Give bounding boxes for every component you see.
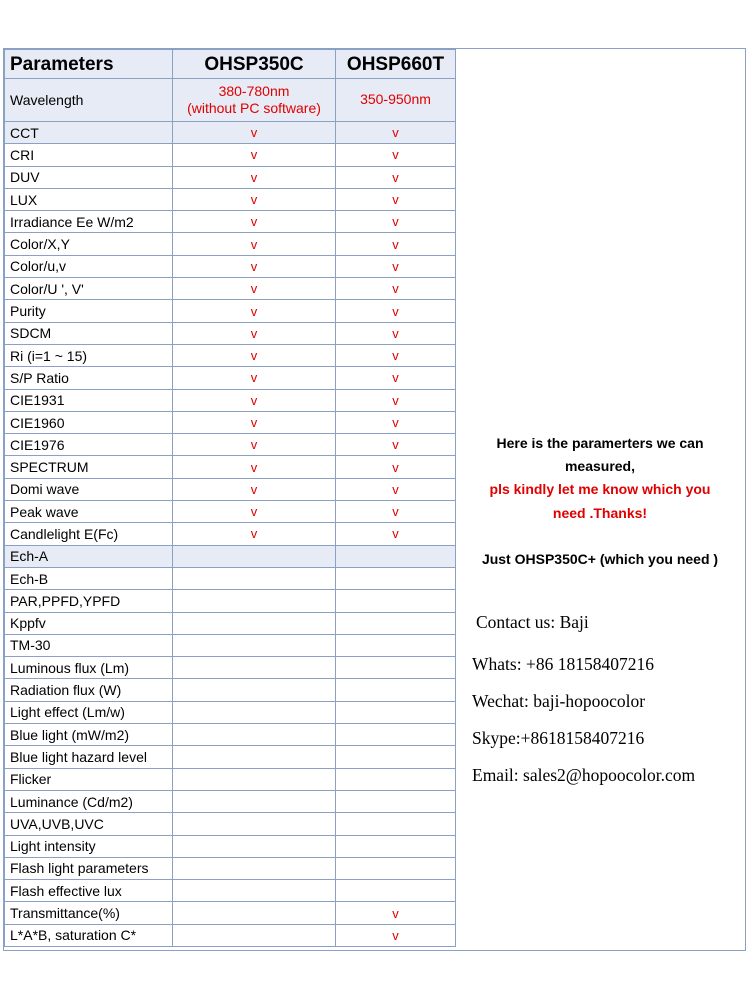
ohsp350c-check — [173, 701, 336, 723]
ohsp350c-check: v — [173, 322, 336, 344]
ohsp660t-check — [336, 545, 456, 567]
param-label: S/P Ratio — [5, 367, 173, 389]
param-label: Light intensity — [5, 835, 173, 857]
table-row — [5, 411, 456, 433]
table-row — [5, 590, 456, 612]
table-header-row — [5, 50, 456, 79]
ohsp350c-check — [173, 634, 336, 656]
table-row — [5, 344, 456, 366]
table-row — [5, 857, 456, 879]
ohsp350c-check — [173, 590, 336, 612]
ohsp660t-check: v — [336, 344, 456, 366]
ohsp660t-check: v — [336, 188, 456, 210]
ohsp660t-check: v — [336, 924, 456, 946]
param-label: CIE1960 — [5, 411, 173, 433]
ohsp350c-check: v — [173, 233, 336, 255]
param-label: SDCM — [5, 322, 173, 344]
parameter-table — [4, 49, 456, 947]
table-row — [5, 233, 456, 255]
ohsp660t-check: v — [336, 456, 456, 478]
param-label: Flash effective lux — [5, 880, 173, 902]
param-label: Color/u,v — [5, 255, 173, 277]
param-label: Kppfv — [5, 612, 173, 634]
table-row — [5, 634, 456, 656]
ohsp660t-check — [336, 612, 456, 634]
wavelength-ohsp350c-range: 380-780nm — [218, 82, 290, 99]
param-label: Candlelight E(Fc) — [5, 523, 173, 545]
ohsp350c-check — [173, 567, 336, 589]
param-label: CIE1976 — [5, 434, 173, 456]
table-row — [5, 567, 456, 589]
table-row — [5, 657, 456, 679]
ohsp350c-check: v — [173, 367, 336, 389]
param-label: UVA,UVB,UVC — [5, 813, 173, 835]
wavelength-ohsp660t: 350-950nm — [336, 79, 456, 122]
ohsp660t-check — [336, 590, 456, 612]
ohsp660t-check: v — [336, 144, 456, 166]
table-row — [5, 166, 456, 188]
table-row — [5, 434, 456, 456]
header-model-ohsp350c: OHSP350C — [173, 50, 336, 79]
ohsp350c-check: v — [173, 411, 336, 433]
ohsp660t-check: v — [336, 478, 456, 500]
table-row — [5, 768, 456, 790]
ohsp350c-check: v — [173, 122, 336, 144]
ohsp350c-check: v — [173, 456, 336, 478]
ohsp350c-check: v — [173, 389, 336, 411]
table-row — [5, 790, 456, 812]
ohsp660t-check: v — [336, 166, 456, 188]
param-label: Transmittance(%) — [5, 902, 173, 924]
param-label: Flicker — [5, 768, 173, 790]
ohsp660t-check — [336, 701, 456, 723]
table-row — [5, 612, 456, 634]
table-row — [5, 902, 456, 924]
table-row — [5, 701, 456, 723]
ohsp660t-check — [336, 679, 456, 701]
ohsp660t-check — [336, 835, 456, 857]
table-row — [5, 746, 456, 768]
ohsp350c-check — [173, 857, 336, 879]
ohsp350c-check: v — [173, 300, 336, 322]
ohsp660t-check: v — [336, 902, 456, 924]
ohsp660t-check — [336, 880, 456, 902]
table-row — [5, 724, 456, 746]
note-line-3: pls kindly let me know which you — [489, 481, 711, 497]
ohsp350c-check — [173, 545, 336, 567]
table-row — [5, 389, 456, 411]
table-row — [5, 545, 456, 567]
param-label: Ech-B — [5, 567, 173, 589]
ohsp660t-check: v — [336, 300, 456, 322]
ohsp350c-check — [173, 746, 336, 768]
param-label: Color/U ', V' — [5, 278, 173, 300]
ohsp660t-check — [336, 634, 456, 656]
header-parameters: Parameters — [5, 50, 173, 79]
ohsp350c-check: v — [173, 344, 336, 366]
ohsp660t-check — [336, 657, 456, 679]
param-label: Ri (i=1 ~ 15) — [5, 344, 173, 366]
ohsp660t-check: v — [336, 278, 456, 300]
ohsp350c-check: v — [173, 188, 336, 210]
param-label: CIE1931 — [5, 389, 173, 411]
ohsp350c-check — [173, 612, 336, 634]
ohsp660t-check — [336, 724, 456, 746]
table-row — [5, 813, 456, 835]
param-label: CRI — [5, 144, 173, 166]
wavelength-label: Wavelength — [5, 79, 173, 122]
ohsp660t-check: v — [336, 322, 456, 344]
param-label: Luminous flux (Lm) — [5, 657, 173, 679]
ohsp660t-check: v — [336, 255, 456, 277]
table-row — [5, 122, 456, 144]
table-row — [5, 456, 456, 478]
ohsp350c-check — [173, 768, 336, 790]
param-label: Luminance (Cd/m2) — [5, 790, 173, 812]
note-line-5: Just OHSP350C+ (which you need ) — [481, 551, 719, 567]
ohsp350c-check — [173, 724, 336, 746]
contact-whats: Whats: +86 18158407216 — [472, 654, 654, 674]
ohsp350c-check: v — [173, 278, 336, 300]
ohsp350c-check — [173, 790, 336, 812]
ohsp660t-check: v — [336, 523, 456, 545]
param-label: L*A*B, saturation C* — [5, 924, 173, 946]
ohsp660t-check — [336, 857, 456, 879]
param-label: Domi wave — [5, 478, 173, 500]
param-label: Radiation flux (W) — [5, 679, 173, 701]
ohsp350c-check — [173, 679, 336, 701]
ohsp660t-check — [336, 790, 456, 812]
table-row — [5, 211, 456, 233]
ohsp350c-check: v — [173, 211, 336, 233]
param-label: CCT — [5, 122, 173, 144]
wavelength-ohsp350c-note: (without PC software) — [187, 100, 321, 116]
table-row — [5, 144, 456, 166]
ohsp350c-check: v — [173, 144, 336, 166]
wavelength-ohsp350c — [173, 79, 336, 122]
ohsp660t-check: v — [336, 122, 456, 144]
ohsp350c-check: v — [173, 523, 336, 545]
param-label: Peak wave — [5, 501, 173, 523]
ohsp660t-check: v — [336, 501, 456, 523]
header-model-ohsp660t: OHSP660T — [336, 50, 456, 79]
ohsp350c-check — [173, 813, 336, 835]
param-label: PAR,PPFD,YPFD — [5, 590, 173, 612]
table-row — [5, 255, 456, 277]
param-label: Blue light (mW/m2) — [5, 724, 173, 746]
ohsp660t-check: v — [336, 367, 456, 389]
note-line-1: Here is the paramerters we can — [496, 435, 704, 451]
ohsp660t-check — [336, 813, 456, 835]
ohsp660t-check: v — [336, 411, 456, 433]
param-label: Flash light parameters — [5, 857, 173, 879]
table-row — [5, 188, 456, 210]
note-line-2: measured, — [564, 458, 636, 474]
table-row — [5, 300, 456, 322]
ohsp660t-check: v — [336, 389, 456, 411]
table-row — [5, 679, 456, 701]
ohsp350c-check: v — [173, 166, 336, 188]
table-row — [5, 501, 456, 523]
note-line-4: need .Thanks! — [552, 505, 648, 521]
table-row — [5, 278, 456, 300]
ohsp660t-check — [336, 746, 456, 768]
contact-wechat: Wechat: baji-hopoocolor — [472, 691, 646, 711]
ohsp350c-check — [173, 657, 336, 679]
table-row — [5, 835, 456, 857]
param-label: Purity — [5, 300, 173, 322]
ohsp660t-check — [336, 768, 456, 790]
ohsp660t-check: v — [336, 211, 456, 233]
ohsp350c-check — [173, 902, 336, 924]
table-row — [5, 367, 456, 389]
ohsp660t-check: v — [336, 434, 456, 456]
ohsp350c-check — [173, 835, 336, 857]
param-label: Blue light hazard level — [5, 746, 173, 768]
ohsp350c-check: v — [173, 434, 336, 456]
param-label: Light effect (Lm/w) — [5, 701, 173, 723]
ohsp350c-check — [173, 880, 336, 902]
param-label: Irradiance Ee W/m2 — [5, 211, 173, 233]
param-label: Ech-A — [5, 545, 173, 567]
spec-sheet — [3, 48, 746, 951]
ohsp660t-check — [336, 567, 456, 589]
side-panel — [455, 49, 745, 950]
contact-email: Email: sales2@hopoocolor.com — [472, 765, 696, 785]
param-label: DUV — [5, 166, 173, 188]
param-label: Color/X,Y — [5, 233, 173, 255]
ohsp350c-check — [173, 924, 336, 946]
param-label: TM-30 — [5, 634, 173, 656]
table-row — [5, 880, 456, 902]
ohsp660t-check: v — [336, 233, 456, 255]
wavelength-row — [5, 79, 456, 122]
table-row — [5, 478, 456, 500]
table-row — [5, 523, 456, 545]
contact-skype: Skype:+8618158407216 — [472, 728, 645, 748]
contact-title: Contact us: Baji — [476, 612, 589, 632]
ohsp350c-check: v — [173, 255, 336, 277]
param-label: LUX — [5, 188, 173, 210]
ohsp350c-check: v — [173, 501, 336, 523]
table-row — [5, 322, 456, 344]
table-row — [5, 924, 456, 946]
ohsp350c-check: v — [173, 478, 336, 500]
param-label: SPECTRUM — [5, 456, 173, 478]
